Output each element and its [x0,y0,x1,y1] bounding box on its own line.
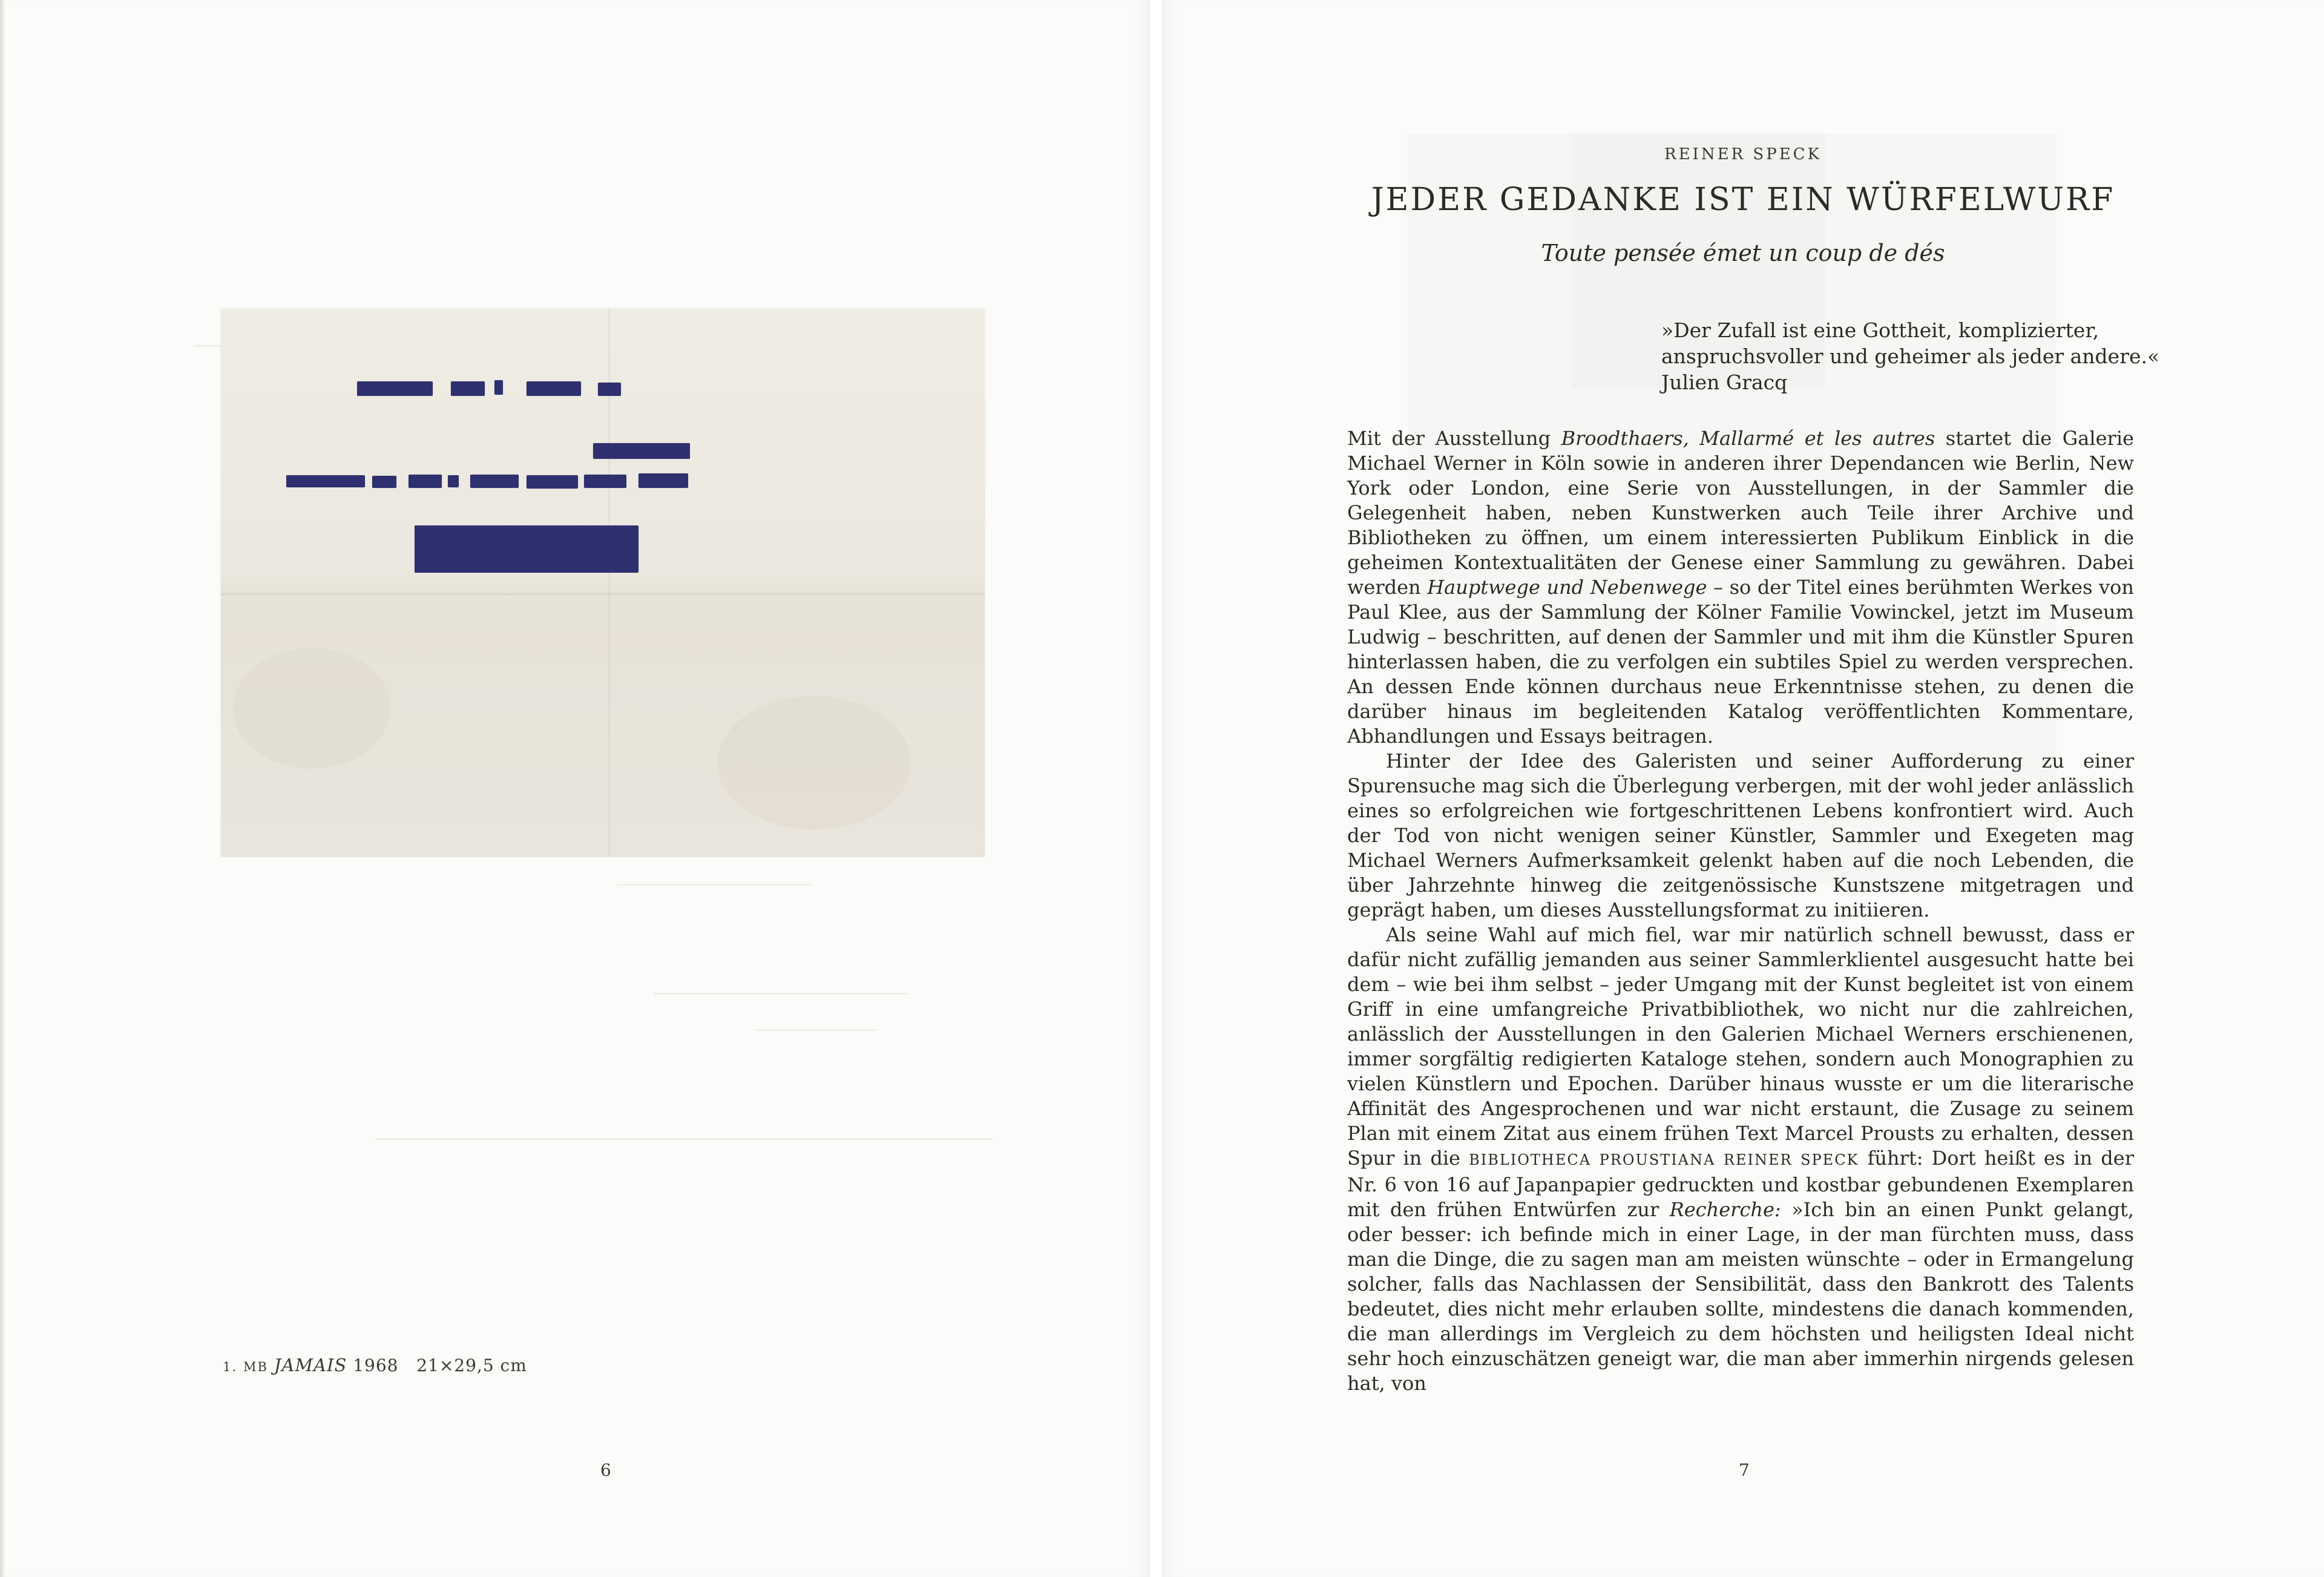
ink-block [415,525,638,573]
ink-bar [451,381,485,396]
exhibition-title: Broodthaers, Mallarmé et les autres [1561,427,1935,450]
caption-year: 1968 [353,1355,399,1375]
author-name: REINER SPECK [1664,145,1822,163]
artwork-caption [223,1355,527,1375]
text-run: Als seine Wahl auf mich fiel, war mir natürlich schnell bewusst, dass er dafür nicht zufällig jemanden aus seiner Sammlerklientel ausgesucht hatte bei dem – wie bei ihm selbst – jeder Umgang mit der Kunst begleitet ist von einem Griff in eine umfangreiche Privatbibliothek, wo nicht nur die zahlreichen, anlässlich der Ausstellungen in den Galerien Michael Werners erschienenen, immer sorgfältig redigierten Kataloge stehen, sondern auch Monographien zu vielen Künstlern und Epochen. Darüber hinaus wusste er um die literarische Affinität des Angesprochenen und war nicht erstaunt, die Zusage zu seinem Plan mit einem Zitat aus einem frühen Text Marcel Prousts zu erhalten, dessen Spur in die [1347,923,2134,1170]
paper-stain [717,696,911,829]
epigraph-line: »Der Zufall ist eine Gottheit, komplizierter, [1661,318,2099,342]
caption-work-title: JAMAIS [274,1355,347,1375]
ink-bar [638,473,688,488]
page-number-left: 6 [600,1460,611,1480]
text-run: startet die Galerie Michael Werner in Köln sowie in anderen ihrer Dependancen wie Berlin, New York oder London, eine Serie von Ausstellungen, in der Sammler die Gelegenheit haben, neben Kunstwerken auch Teile ihrer Archive und Bibliotheken zu öffnen, um einem interessierten Publikum Einblick in die geheimen Kontextualitäten der Genese einer Sammlung zu gewähren. Dabei werden [1347,427,2135,599]
ink-bar [598,383,621,396]
ink-bar [448,475,459,487]
ink-bar [286,475,365,487]
artwork-jamais [221,309,985,857]
text-run: Mit der Ausstellung [1347,427,1561,450]
ink-bar [593,443,690,459]
ink-bar [584,475,626,488]
ink-bar [409,475,442,488]
ink-bar [527,381,581,396]
epigraph-line: anspruchsvoller und geheimer als jeder andere.« [1661,344,2160,368]
epigraph-attribution: Julien Gracq [1661,370,1788,394]
text-run: führt: Dort heißt es in der Nr. 6 von 16 auf Japanpapier gedruckten und kostbar gebundenen Exemplaren mit den frühen Entwürfen zur [1347,1147,2135,1221]
text-run: »Ich bin an einen Punkt gelangt, oder besser: ich befinde mich in einer Lage, in der man fürchten muss, dass man die Dinge, die zu sagen man am meisten wünschte – oder in Ermangelung solcher, falls das Nachlassen der Sensibilität, dass den Bankrott des Talents bedeutet, dies nicht mehr erlauben sollte, mindestens die danach kommenden, die man allerdings im Vergleich zu dem höchsten und heiligsten Ideal nicht sehr hoch einzuschätzen geneigt war, die man aber immerhin nirgends gelesen hat, von [1347,1198,2135,1395]
paper-stain [233,648,390,769]
paragraph: Hinter der Idee des Galeristen und seiner Aufforderung zu einer Spurensuche mag sich die Überlegung verbergen, mit der wohl jeder anlässlich eines so erfolgreichen wie fortgeschrittenen Lebens konfrontiert wird. Auch der Tod von nicht wenigen seiner Künstler, Sammler und Exegeten mag Michael Werners Aufmerksamkeit gelenkt haben auf die noch Lebenden, die über Jahrzehnte hinweg die zeitgenössische Kunstszene mitgetragen und geprägt haben, um dieses Ausstellungsformat zu initiieren. [1347,749,2134,921]
library-name: BIBLIOTHECA PROUSTIANA REINER SPECK [1469,1151,1859,1168]
page-number-right: 7 [1739,1460,1750,1480]
essay-subtitle: Toute pensée émet un coup de dés [1541,240,1945,266]
ink-bar [494,380,503,395]
essay-title: JEDER GEDANKE IST EIN WÜRFELWURF [1371,182,2115,218]
text-run: – so der Titel eines berühmten Werkes von Paul Klee, aus der Sammlung der Kölner Familie Vowinckel, jetzt im Museum Ludwig – beschritten, auf denen der Sammler und mit ihm die Künstler Spuren hinterlassen haben, die zu verfolgen ein subtiles Spiel zu werden versprechen. An dessen Ende können durchaus neue Erkenntnisse stehen, zu denen die darüber hinaus im begleitenden Katalog veröffentlichten Kommentare, Abhandlungen und Essays beitragen. [1347,576,2135,748]
left-page [0,0,1150,1577]
ink-bar [470,475,519,488]
essay-body [1347,426,2134,1396]
caption-dimensions: 21×29,5 cm [416,1355,527,1375]
epigraph [1661,317,2160,395]
ink-bar [527,475,578,489]
ink-bar [357,381,433,396]
ink-bar [372,476,396,488]
caption-initials: MB [243,1360,268,1374]
artwork-title: Hauptwege und Nebenwege [1427,576,1707,599]
book-title: Recherche: [1669,1198,1781,1221]
caption-number: 1. [223,1360,238,1374]
paragraph [1347,426,2134,749]
paragraph [1347,923,2134,1396]
